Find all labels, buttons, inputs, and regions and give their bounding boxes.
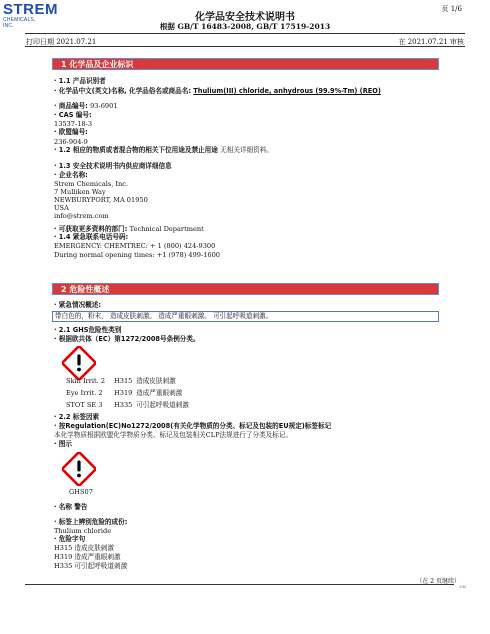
company-line: NEWBURYPORT, MA 01950: [54, 196, 148, 204]
s22-regulation: · 按Regulation(EC)No1272/2008(有关化学物质的分类、标记及包装的EU规定)标签标记: [54, 422, 332, 430]
hstatement: H335 可引起呼吸道刺激: [54, 562, 128, 570]
hazard-text: 可引起呼吸道刺激: [136, 401, 189, 409]
product-number-label: · 商品编号:: [54, 102, 91, 110]
document-standard: 根据 GB/T 16483-2008, GB/T 17519-2013: [159, 22, 331, 31]
ghs07-exclamation-icon: [62, 452, 96, 486]
hstatement: H315 造成皮肤刺激: [54, 544, 114, 552]
company-email[interactable]: info@strem.com: [54, 212, 109, 220]
s21-subtitle: · 根据欧共体（EC）第1272/2008号条例分类。: [54, 335, 200, 343]
more-info-label: · 可获取更多资料的部门:: [54, 225, 130, 233]
logo-text: STREM: [3, 1, 58, 18]
cas-number: 13537-18-3: [54, 120, 93, 128]
ec-label: · 欧盟编号:: [54, 128, 88, 136]
section-2-heading: 2 危险性概述: [52, 283, 439, 295]
s11-title: · 1.1 产品识别者: [54, 77, 106, 85]
ghs07-exclamation-icon: [62, 346, 96, 380]
footer-rule: [25, 584, 454, 585]
company-line: USA: [54, 204, 69, 212]
opening-hours-phone: During normal opening times: +1 (978) 499-1600: [54, 251, 220, 259]
hazard-text: 造成皮肤刺激: [136, 377, 176, 385]
section-1-heading: 1 化学品及企业标识: [52, 58, 439, 70]
hazard-code: H335: [114, 401, 133, 409]
product-number-row: [54, 102, 118, 110]
emergency-phone: EMERGENCY: CHEMTREC: + 1 (800) 424-9300: [54, 242, 216, 250]
product-label: · 化学品中文(英文)名称, 化学品俗名或商品名:: [54, 87, 194, 95]
s12-value: 无相关详细资料。: [220, 146, 273, 154]
company-label: · 企业名称:: [54, 171, 88, 179]
header-rule: [25, 33, 465, 34]
hazard-class: STOT SE 3: [66, 401, 103, 409]
ghs-code: GHS07: [69, 488, 93, 496]
hazard-row: [66, 401, 189, 409]
product-number: 93-6901: [90, 102, 118, 110]
hazard-code: H315: [114, 377, 133, 385]
signal-row: [54, 503, 87, 511]
s14-title: · 1.4 紧急联系电话号码:: [54, 233, 129, 241]
hazard-code: H319: [114, 389, 133, 397]
product-name: Thulium(III) chloride, anhydrous (99.9%-Tm) (REO): [193, 87, 381, 95]
review-date: 在 2021.07.21 审核: [398, 38, 464, 46]
product-name-row: [54, 87, 381, 95]
cas-label: · CAS 编号:: [54, 111, 92, 119]
continued-note: （在 2 页继续）: [416, 578, 460, 585]
more-info-value: Technical Department: [129, 225, 204, 233]
hazard-row: [66, 389, 182, 397]
document-title: 化学品安全技术说明书: [195, 12, 295, 23]
components-label: · 标签上辨别危险的成份:: [54, 518, 128, 526]
s21-title: · 2.1 GHS危险性类别: [54, 326, 122, 334]
s12-title: · 1.2 相应的物质或者混合物的相关下位用途及禁止用途: [54, 146, 221, 154]
company-line: Strem Chemicals, Inc.: [54, 180, 129, 188]
page-number: 页 1/6: [441, 5, 462, 13]
signal-label: · 名称: [54, 503, 75, 511]
more-info-row: [54, 225, 204, 233]
overview-label: · 紧急情况概述:: [54, 301, 101, 309]
hazard-row: [66, 377, 176, 385]
ec-number: 236-904-9: [54, 138, 88, 146]
hazard-text: 造成严重眼刺激: [136, 389, 183, 397]
language-code: CN: [459, 584, 466, 589]
company-line: 7 Mulliken Way: [54, 188, 106, 196]
hazard-class: Skin Irrit. 2: [66, 377, 106, 385]
print-date: 打印日期 2021.07.21: [26, 38, 97, 46]
s22-title: · 2.2 标签因素: [54, 413, 100, 421]
component-name: Thulium chloride: [54, 527, 112, 535]
hstatement: H319 造成严重眼刺激: [54, 553, 121, 561]
logo-subtitle: CHEMICALS, INC.: [3, 17, 36, 29]
hstatements-label: · 危险字句: [54, 535, 86, 543]
header-rule-bottom: [25, 46, 465, 47]
s13-title: · 1.3 安全技术说明书内供应商详细信息: [54, 162, 172, 170]
signal-word: 警告: [74, 503, 88, 511]
overview-box: 带白色的，粉末， 造成皮肤刺激。 造成严重眼刺激。 可引起呼吸道刺激。: [52, 311, 439, 322]
s22-note: 本化学物质根据欧盟化学物质分类、标记及包装相关CLP法规进行了分类及标记。: [54, 431, 293, 439]
pictogram-label: · 图示: [54, 440, 72, 448]
hazard-class: Eye Irrit. 2: [66, 389, 103, 397]
s12-row: [54, 146, 273, 154]
